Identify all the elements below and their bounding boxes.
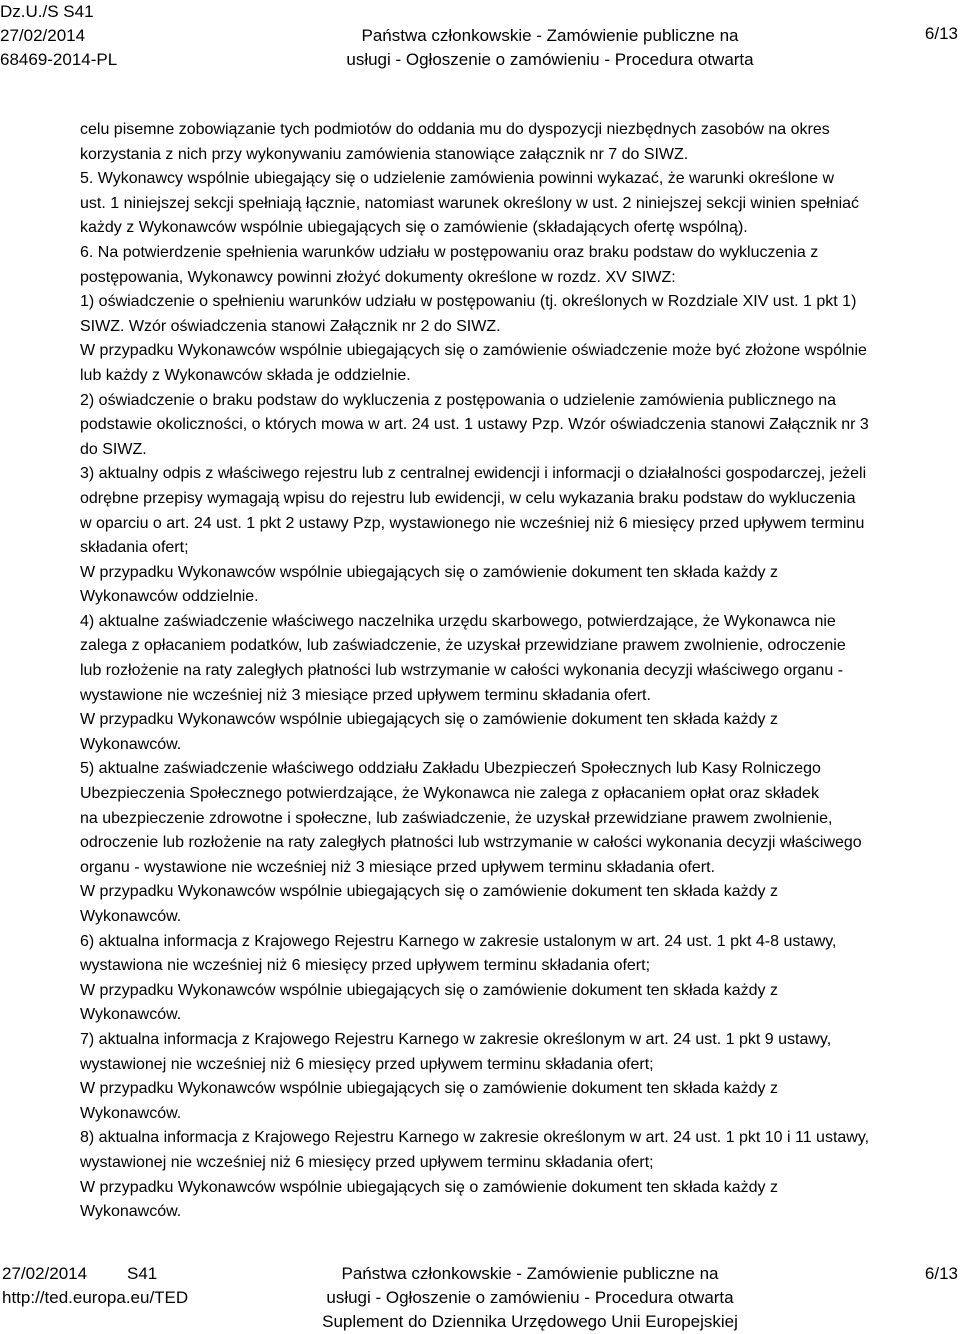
footer-reference xyxy=(2,1262,188,1310)
body-text-line: zalega z opłacaniem podatków, lub zaświadczenie, że uzyskał przewidziane prawem zwolnienie, odroczenie xyxy=(80,637,846,655)
body-text-line: lub rozłożenie na raty zaległych płatności lub wstrzymanie w całości wykonania decyzji właściwego organu - xyxy=(80,662,844,680)
body-text-line: składania ofert; xyxy=(80,539,189,557)
body-text-line: W przypadku Wykonawców wspólnie ubiegających się o zamówienie dokument ten składa każdy z xyxy=(80,711,778,729)
footer-date: 27/02/2014 xyxy=(2,1264,88,1283)
body-text-line: każdy z Wykonawców wspólnie ubiegających się o zamówienie (składających ofertę wspólną). xyxy=(80,219,748,237)
header-title-line-1: Państwa członkowskie - Zamówienie publiczne na xyxy=(361,26,739,45)
body-text-line: korzystania z nich przy wykonywaniu zamówienia stanowiące załącznik nr 7 do SIWZ. xyxy=(80,145,689,163)
body-text-line: podstawie okoliczności, o których mowa w art. 24 ust. 1 ustawy Pzp. Wzór oświadczenia stanowi Załącznik nr 3 xyxy=(80,416,869,434)
footer-title-line-2: usługi - Ogłoszenie o zamówieniu - Procedura otwarta xyxy=(326,1288,734,1307)
footer-title-line-1: Państwa członkowskie - Zamówienie publiczne na xyxy=(341,1264,719,1283)
body-text-line: W przypadku Wykonawców wspólnie ubiegających się o zamówienie dokument ten składa każdy z xyxy=(80,981,778,999)
footer-page-number: 6/13 xyxy=(924,1264,958,1283)
body-text-line: wystawionej nie wcześniej niż 6 miesięcy przed upływem terminu składania ofert; xyxy=(80,1153,654,1171)
body-text-line: do SIWZ. xyxy=(80,440,147,458)
body-text-line: celu pisemne zobowiązanie tych podmiotów do oddania mu do dyspozycji niezbędnych zasobów na okres xyxy=(80,121,830,138)
header-reference xyxy=(0,0,117,72)
body-text-line: Wykonawców. xyxy=(80,908,182,925)
header-page-number: 6/13 xyxy=(924,24,958,43)
body-text-line: W przypadku Wykonawców wspólnie ubiegających się o zamówienie dokument ten składa każdy z xyxy=(80,883,778,901)
body-text-line: W przypadku Wykonawców wspólnie ubiegających się o zamówienie dokument ten składa każdy z xyxy=(80,1178,778,1196)
body-text-line: postępowania, Wykonawcy powinni złożyć dokumenty określone w rozdz. XV SIWZ: xyxy=(80,268,676,286)
body-text-line: lub każdy z Wykonawców składa je oddzielnie. xyxy=(80,366,411,384)
body-text-line: organu - wystawione nie wcześniej niż 3 miesiące przed upływem terminu składania ofert. xyxy=(80,858,715,876)
body-text-line: ust. 1 niniejszej sekcji spełniają łącznie, natomiast warunek określony w ust. 2 niniejszej sekcji winien spełniać xyxy=(80,194,860,212)
header-title xyxy=(300,24,800,72)
body-text-line: 1) oświadczenie o spełnieniu warunków udziału w postępowaniu (tj. określonych w Rozdziale XIV ust. 1 pkt 1) xyxy=(80,293,857,311)
footer-series: S41 xyxy=(127,1264,158,1283)
body-text-line: 6) aktualna informacja z Krajowego Rejestru Karnego w zakresie ustalonym w art. 24 ust. 1 pkt 4-8 ustawy, xyxy=(80,932,837,950)
page-header xyxy=(0,0,960,72)
body-text-line: 5. Wykonawcy wspólnie ubiegający się o udzielenie zamówienia powinni wykazać, że warunki określone w xyxy=(80,170,835,188)
document-body xyxy=(80,118,955,1225)
body-text-line: na ubezpieczenie zdrowotne i społeczne, lub zaświadczenie, że uzyskał przewidziane prawem zwolnienie, xyxy=(80,809,833,827)
header-notice-id: 68469-2014-PL xyxy=(0,50,118,69)
body-text-line: Wykonawców. xyxy=(80,735,182,753)
header-title-line-2: usługi - Ogłoszenie o zamówieniu - Procedura otwarta xyxy=(346,50,754,69)
body-text-line: W przypadku Wykonawców wspólnie ubiegających się o zamówienie oświadczenie może być złożone wspólnie xyxy=(80,342,867,360)
body-text-line: 6. Na potwierdzenie spełnienia warunków udziału w postępowaniu oraz braku podstaw do wykluczenia z xyxy=(80,243,819,261)
body-text-line: W przypadku Wykonawców wspólnie ubiegających się o zamówienie dokument ten składa każdy z xyxy=(80,1080,778,1098)
body-text-line: 2) oświadczenie o braku podstaw do wykluczenia z postępowania o udzielenie zamówienia publicznego na xyxy=(80,391,837,409)
body-text-line: 7) aktualna informacja z Krajowego Rejestru Karnego w zakresie określonym w art. 24 ust. 1 pkt 9 ustawy, xyxy=(80,1030,832,1048)
body-text-line: 5) aktualne zaświadczenie właściwego oddziału Zakładu Ubezpieczeń Społecznych lub Kasy Rolniczego xyxy=(80,760,821,778)
body-text-line: w oparciu o art. 24 ust. 1 pkt 2 ustawy Pzp, wystawionego nie wcześniej niż 6 miesięcy przed upływem terminu xyxy=(80,514,865,532)
header-journal-ref: Dz.U./S S41 xyxy=(0,2,94,21)
footer-url: http://ted.europa.eu/TED xyxy=(2,1288,189,1307)
body-text-line: wystawiona nie wcześniej niż 6 miesięcy przed upływem terminu składania ofert; xyxy=(80,957,651,975)
footer-title xyxy=(290,1262,770,1334)
page-footer xyxy=(0,1262,960,1334)
body-text-line: odroczenie lub rozłożenie na raty zaległych płatności lub wstrzymanie w całości wykonania decyzji właściwego xyxy=(80,834,862,852)
footer-title-line-3: Suplement do Dziennika Urzędowego Unii Europejskiej xyxy=(322,1312,738,1331)
body-text-line: Ubezpieczenia Społecznego potwierdzające, że Wykonawca nie zalega z opłacaniem opłat oraz składek xyxy=(80,785,819,803)
header-date: 27/02/2014 xyxy=(0,26,86,45)
body-text-line: Wykonawców oddzielnie. xyxy=(80,588,259,606)
body-text-line: 8) aktualna informacja z Krajowego Rejestru Karnego w zakresie określonym w art. 24 ust. 1 pkt 10 i 11 ustawy, xyxy=(80,1129,870,1147)
body-text-line: wystawionej nie wcześniej niż 6 miesięcy przed upływem terminu składania ofert; xyxy=(80,1055,654,1073)
body-text-line: SIWZ. Wzór oświadczenia stanowi Załącznik nr 2 do SIWZ. xyxy=(80,317,501,335)
body-text-line: Wykonawców. xyxy=(80,1203,182,1221)
body-text-line: 4) aktualne zaświadczenie właściwego naczelnika urzędu skarbowego, potwierdzające, że Wykonawca nie xyxy=(80,612,836,630)
body-text-line: odrębne przepisy wymagają wpisu do rejestru lub ewidencji, w celu wykazania braku podstaw do wykluczenia xyxy=(80,489,856,507)
body-text-line: Wykonawców. xyxy=(80,1006,182,1024)
body-text-line: W przypadku Wykonawców wspólnie ubiegających się o zamówienie dokument ten składa każdy z xyxy=(80,563,778,581)
body-text-line: 3) aktualny odpis z właściwego rejestru lub z centralnej ewidencji i informacji o działalności gospodarczej, jeżeli xyxy=(80,465,867,483)
body-text-line: Wykonawców. xyxy=(80,1104,182,1122)
body-text-line: wystawione nie wcześniej niż 3 miesiące przed upływem terminu składania ofert. xyxy=(80,686,651,704)
